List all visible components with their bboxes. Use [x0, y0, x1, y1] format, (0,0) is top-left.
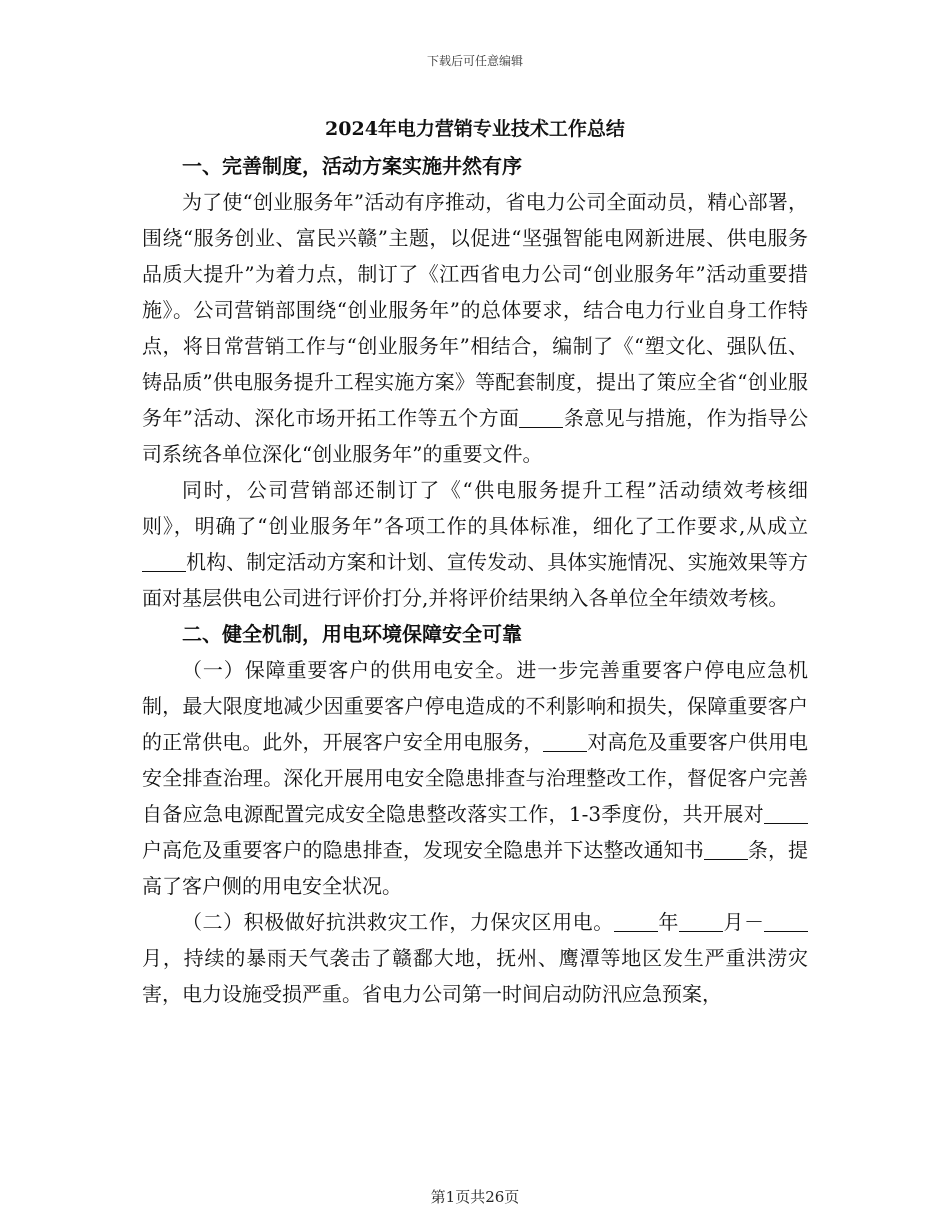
paragraph-text: 月－ — [722, 910, 765, 934]
page-number-footer: 第1页共26页 — [430, 1188, 520, 1206]
fill-blank — [764, 803, 808, 824]
fill-blank — [614, 911, 658, 932]
section-heading-1: 一、完善制度，活动方案实施井然有序 — [182, 154, 522, 178]
paragraph — [142, 472, 808, 616]
paragraph-text: （二）积极做好抗洪救灾工作，力保灾区用电。 — [182, 910, 614, 934]
section-heading-2: 二、健全机制，用电环境保障安全可靠 — [182, 622, 522, 646]
paragraph-text: 同时，公司营销部还制订了《“供电服务提升工程”活动绩效考核细则》，明确了“创业服务年”各项工作的具体标准，细化了工作要求,从成立 — [142, 478, 808, 538]
paragraph — [142, 652, 808, 904]
fill-blank — [679, 911, 723, 932]
paragraph-text: 户高危及重要客户的隐患排查，发现安全隐患并下达整改通知书 — [142, 838, 704, 862]
fill-blank — [764, 911, 808, 932]
paragraph-text: 机构、制定活动方案和计划、宣传发动、具体实施情况、实施效果等方面对基层供电公司进行评价打分,并将评价结果纳入各单位全年绩效考核。 — [142, 550, 808, 610]
header-note: 下载后可任意编辑 — [426, 54, 523, 68]
document-body — [142, 148, 808, 1012]
paragraph-text: 条意见与措施，作为指导公司系统各单位深化“创业服务年”的重要文件。 — [142, 406, 808, 466]
paragraph-text: （一）保障重要客户的供用电安全。进一步完善重要客户停电应急机制，最大限度地减少因重要客户停电造成的不利影响和损失，保障重要客户的正常供电。此外，开展客户安全用电服务， — [142, 658, 808, 754]
paragraph-text: 对高危及重要客户供用电安全排查治理。深化开展用电安全隐患排查与治理整改工作，督促客户完善自备应急电源配置完成安全隐患整改落实工作，1-3季度份，共开展对 — [142, 730, 809, 826]
fill-blank — [519, 407, 563, 428]
paragraph-text: 为了使“创业服务年”活动有序推动，省电力公司全面动员，精心部署，围绕“服务创业、富民兴赣”主题，以促进“坚强智能电网新进展、供电服务品质大提升”为着力点，制订了《江西省电力公司“创业服务年”活动重要措施》。公司营销部围绕“创业服务年”的总体要求，结合电力行业自身工作特点，将日常营销工作与“创业服务年”相结合，编制了《“塑文化、强队伍、铸品质”供电服务提升工程实施方案》等配套制度，提出了策应全省“创业服务年”活动、深化市场开拓工作等五个方面 — [142, 190, 808, 430]
paragraph — [142, 904, 808, 1012]
paragraph-text: 条，提高了客户侧的用电安全状况。 — [142, 838, 809, 898]
paragraph — [142, 184, 808, 472]
fill-blank — [543, 731, 587, 752]
document-title: 2024年电力营销专业技术工作总结 — [325, 118, 625, 140]
paragraph-text: 年 — [657, 910, 679, 934]
fill-blank — [142, 551, 186, 572]
paragraph-text: 月，持续的暴雨天气袭击了赣鄱大地，抚州、鹰潭等地区发生严重洪涝灾害，电力设施受损严重。省电力公司第一时间启动防汛应急预案， — [142, 946, 808, 1006]
fill-blank — [704, 839, 748, 860]
